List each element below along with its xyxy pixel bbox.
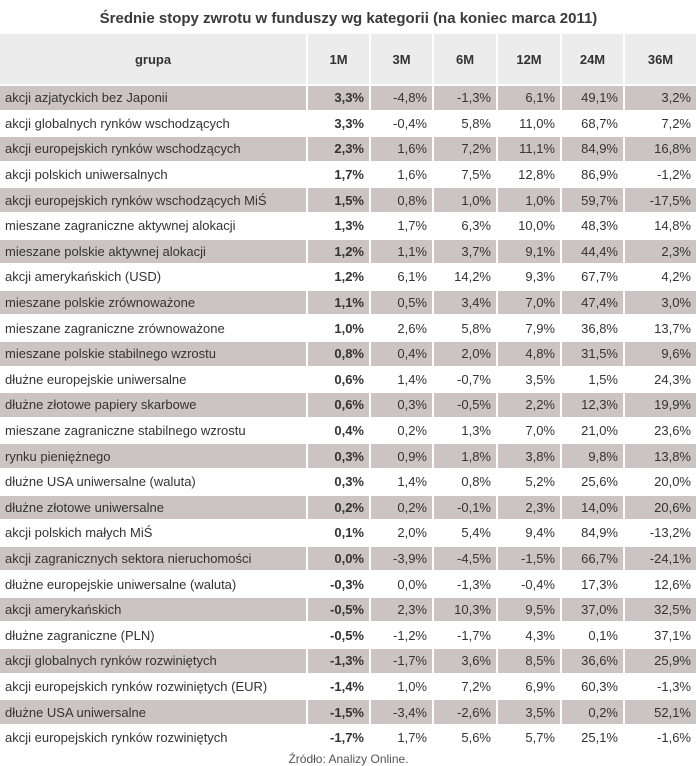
return-value-cell: 5,2% bbox=[497, 469, 561, 495]
return-value-cell: 2,0% bbox=[433, 341, 497, 367]
return-value-cell: 1,0% bbox=[433, 187, 497, 213]
return-value-cell: 6,3% bbox=[433, 213, 497, 239]
return-value-cell: -1,5% bbox=[497, 546, 561, 572]
return-value-cell: 1,8% bbox=[433, 443, 497, 469]
return-value-cell: 60,3% bbox=[561, 674, 624, 700]
return-value-cell: 1,0% bbox=[497, 187, 561, 213]
return-value-cell: 0,2% bbox=[370, 495, 433, 521]
return-value-cell: 6,9% bbox=[497, 674, 561, 700]
return-value-cell: 13,7% bbox=[624, 315, 697, 341]
return-value-cell: 9,4% bbox=[497, 520, 561, 546]
table-row bbox=[0, 239, 697, 265]
table-row bbox=[0, 136, 697, 162]
return-value-cell: 2,0% bbox=[370, 520, 433, 546]
source-note: Źródło: Analizy Online. bbox=[288, 752, 409, 766]
return-value-cell: 3,6% bbox=[433, 648, 497, 674]
category-name-cell: akcji globalnych rynków wschodzących bbox=[0, 111, 307, 137]
return-value-cell: 3,2% bbox=[624, 85, 697, 111]
category-name-cell: mieszane polskie stabilnego wzrostu bbox=[0, 341, 307, 367]
return-value-cell: 36,6% bbox=[561, 648, 624, 674]
return-value-cell: 20,0% bbox=[624, 469, 697, 495]
column-header: 12M bbox=[497, 34, 561, 85]
return-value-cell: 0,4% bbox=[307, 418, 370, 444]
table-row bbox=[0, 367, 697, 393]
return-value-cell: 1,4% bbox=[370, 469, 433, 495]
table-row bbox=[0, 392, 697, 418]
table-row bbox=[0, 187, 697, 213]
return-value-cell: 21,0% bbox=[561, 418, 624, 444]
return-value-cell: 14,2% bbox=[433, 264, 497, 290]
return-value-cell: 14,0% bbox=[561, 495, 624, 521]
return-value-cell: 16,8% bbox=[624, 136, 697, 162]
return-value-cell: -0,4% bbox=[497, 571, 561, 597]
category-name-cell: mieszane zagraniczne zrównoważone bbox=[0, 315, 307, 341]
return-value-cell: 9,8% bbox=[561, 443, 624, 469]
header-row bbox=[0, 34, 697, 85]
return-value-cell: 9,1% bbox=[497, 239, 561, 265]
return-value-cell: 7,2% bbox=[433, 136, 497, 162]
return-value-cell: 48,3% bbox=[561, 213, 624, 239]
return-value-cell: 44,4% bbox=[561, 239, 624, 265]
table-row bbox=[0, 85, 697, 111]
return-value-cell: 10,3% bbox=[433, 597, 497, 623]
return-value-cell: 1,7% bbox=[370, 725, 433, 751]
return-value-cell: 0,6% bbox=[307, 392, 370, 418]
return-value-cell: 0,0% bbox=[307, 546, 370, 572]
category-name-cell: akcji europejskich rynków wschodzących MiŚ bbox=[0, 187, 307, 213]
return-value-cell: 2,3% bbox=[497, 495, 561, 521]
return-value-cell: 0,8% bbox=[433, 469, 497, 495]
return-value-cell: -1,6% bbox=[624, 725, 697, 751]
return-value-cell: 17,3% bbox=[561, 571, 624, 597]
return-value-cell: 3,4% bbox=[433, 290, 497, 316]
return-value-cell: 3,3% bbox=[307, 85, 370, 111]
table-row bbox=[0, 648, 697, 674]
return-value-cell: 7,2% bbox=[624, 111, 697, 137]
return-value-cell: 0,2% bbox=[370, 418, 433, 444]
return-value-cell: 12,3% bbox=[561, 392, 624, 418]
return-value-cell: -2,6% bbox=[433, 699, 497, 725]
return-value-cell: 10,0% bbox=[497, 213, 561, 239]
return-value-cell: 4,2% bbox=[624, 264, 697, 290]
category-name-cell: mieszane polskie aktywnej alokacji bbox=[0, 239, 307, 265]
return-value-cell: 0,0% bbox=[370, 571, 433, 597]
return-value-cell: 7,0% bbox=[497, 290, 561, 316]
return-value-cell: 1,3% bbox=[433, 418, 497, 444]
return-value-cell: 1,7% bbox=[370, 213, 433, 239]
return-value-cell: 0,3% bbox=[307, 469, 370, 495]
return-value-cell: 3,5% bbox=[497, 699, 561, 725]
return-value-cell: 5,4% bbox=[433, 520, 497, 546]
return-value-cell: 3,8% bbox=[497, 443, 561, 469]
return-value-cell: 31,5% bbox=[561, 341, 624, 367]
return-value-cell: 7,9% bbox=[497, 315, 561, 341]
return-value-cell: 5,8% bbox=[433, 111, 497, 137]
return-value-cell: 11,0% bbox=[497, 111, 561, 137]
return-value-cell: 1,6% bbox=[370, 136, 433, 162]
return-value-cell: -1,3% bbox=[307, 648, 370, 674]
table-row bbox=[0, 597, 697, 623]
return-value-cell: 0,3% bbox=[307, 443, 370, 469]
return-value-cell: 5,7% bbox=[497, 725, 561, 751]
column-header: 36M bbox=[624, 34, 697, 85]
return-value-cell: 1,0% bbox=[307, 315, 370, 341]
category-name-cell: dłużne zagraniczne (PLN) bbox=[0, 622, 307, 648]
return-value-cell: 84,9% bbox=[561, 136, 624, 162]
table-row bbox=[0, 674, 697, 700]
return-value-cell: 3,7% bbox=[433, 239, 497, 265]
return-value-cell: 9,5% bbox=[497, 597, 561, 623]
table-row bbox=[0, 213, 697, 239]
return-value-cell: 3,3% bbox=[307, 111, 370, 137]
return-value-cell: 3,0% bbox=[624, 290, 697, 316]
return-value-cell: -0,5% bbox=[433, 392, 497, 418]
return-value-cell: -3,4% bbox=[370, 699, 433, 725]
return-value-cell: 1,0% bbox=[370, 674, 433, 700]
table-row bbox=[0, 341, 697, 367]
return-value-cell: 2,3% bbox=[624, 239, 697, 265]
table-row bbox=[0, 725, 697, 751]
table-row bbox=[0, 264, 697, 290]
return-value-cell: -1,2% bbox=[370, 622, 433, 648]
category-name-cell: akcji zagranicznych sektora nieruchomości bbox=[0, 546, 307, 572]
return-value-cell: 37,1% bbox=[624, 622, 697, 648]
return-value-cell: -3,9% bbox=[370, 546, 433, 572]
return-value-cell: 9,6% bbox=[624, 341, 697, 367]
column-header: 3M bbox=[370, 34, 433, 85]
return-value-cell: 2,6% bbox=[370, 315, 433, 341]
return-value-cell: -1,7% bbox=[433, 622, 497, 648]
category-name-cell: akcji globalnych rynków rozwiniętych bbox=[0, 648, 307, 674]
return-value-cell: -1,7% bbox=[370, 648, 433, 674]
return-value-cell: 25,1% bbox=[561, 725, 624, 751]
return-value-cell: 4,3% bbox=[497, 622, 561, 648]
return-value-cell: 1,5% bbox=[561, 367, 624, 393]
return-value-cell: 0,9% bbox=[370, 443, 433, 469]
return-value-cell: 0,5% bbox=[370, 290, 433, 316]
column-header: grupa bbox=[0, 34, 307, 85]
return-value-cell: 0,8% bbox=[370, 187, 433, 213]
return-value-cell: 1,4% bbox=[370, 367, 433, 393]
return-value-cell: -0,4% bbox=[370, 111, 433, 137]
return-value-cell: -1,7% bbox=[307, 725, 370, 751]
return-value-cell: 6,1% bbox=[370, 264, 433, 290]
return-value-cell: 0,8% bbox=[307, 341, 370, 367]
return-value-cell: 1,5% bbox=[307, 187, 370, 213]
return-value-cell: 7,5% bbox=[433, 162, 497, 188]
category-name-cell: dłużne europejskie uniwersalne bbox=[0, 367, 307, 393]
return-value-cell: 14,8% bbox=[624, 213, 697, 239]
table-row bbox=[0, 162, 697, 188]
return-value-cell: 1,1% bbox=[307, 290, 370, 316]
return-value-cell: -1,3% bbox=[433, 85, 497, 111]
table-row bbox=[0, 315, 697, 341]
table-row bbox=[0, 469, 697, 495]
return-value-cell: 0,4% bbox=[370, 341, 433, 367]
return-value-cell: -24,1% bbox=[624, 546, 697, 572]
return-value-cell: 47,4% bbox=[561, 290, 624, 316]
return-value-cell: -13,2% bbox=[624, 520, 697, 546]
return-value-cell: 5,6% bbox=[433, 725, 497, 751]
return-value-cell: 1,2% bbox=[307, 239, 370, 265]
return-value-cell: 23,6% bbox=[624, 418, 697, 444]
return-value-cell: -17,5% bbox=[624, 187, 697, 213]
return-value-cell: 0,2% bbox=[307, 495, 370, 521]
return-value-cell: 4,8% bbox=[497, 341, 561, 367]
return-value-cell: 49,1% bbox=[561, 85, 624, 111]
return-value-cell: -1,2% bbox=[624, 162, 697, 188]
return-value-cell: 0,6% bbox=[307, 367, 370, 393]
category-name-cell: dłużne złotowe uniwersalne bbox=[0, 495, 307, 521]
return-value-cell: 0,1% bbox=[561, 622, 624, 648]
return-value-cell: -4,8% bbox=[370, 85, 433, 111]
return-value-cell: 3,5% bbox=[497, 367, 561, 393]
table-row bbox=[0, 546, 697, 572]
table-title: Średnie stopy zwrotu w funduszy wg kategorii (na koniec marca 2011) bbox=[99, 10, 598, 27]
table-row bbox=[0, 520, 697, 546]
return-value-cell: 84,9% bbox=[561, 520, 624, 546]
return-value-cell: 52,1% bbox=[624, 699, 697, 725]
return-value-cell: 5,8% bbox=[433, 315, 497, 341]
returns-table bbox=[0, 34, 697, 751]
category-name-cell: mieszane zagraniczne aktywnej alokacji bbox=[0, 213, 307, 239]
return-value-cell: 1,2% bbox=[307, 264, 370, 290]
category-name-cell: mieszane polskie zrównoważone bbox=[0, 290, 307, 316]
column-header: 6M bbox=[433, 34, 497, 85]
return-value-cell: -1,4% bbox=[307, 674, 370, 700]
return-value-cell: -1,3% bbox=[624, 674, 697, 700]
category-name-cell: akcji amerykańskich (USD) bbox=[0, 264, 307, 290]
category-name-cell: dłużne USA uniwersalne bbox=[0, 699, 307, 725]
category-name-cell: akcji amerykańskich bbox=[0, 597, 307, 623]
return-value-cell: 6,1% bbox=[497, 85, 561, 111]
return-value-cell: 25,9% bbox=[624, 648, 697, 674]
return-value-cell: 66,7% bbox=[561, 546, 624, 572]
return-value-cell: 59,7% bbox=[561, 187, 624, 213]
return-value-cell: 1,6% bbox=[370, 162, 433, 188]
return-value-cell: -1,5% bbox=[307, 699, 370, 725]
category-name-cell: mieszane zagraniczne stabilnego wzrostu bbox=[0, 418, 307, 444]
return-value-cell: 2,2% bbox=[497, 392, 561, 418]
return-value-cell: 36,8% bbox=[561, 315, 624, 341]
return-value-cell: 68,7% bbox=[561, 111, 624, 137]
return-value-cell: 11,1% bbox=[497, 136, 561, 162]
column-header: 24M bbox=[561, 34, 624, 85]
return-value-cell: 32,5% bbox=[624, 597, 697, 623]
return-value-cell: 8,5% bbox=[497, 648, 561, 674]
return-value-cell: 12,8% bbox=[497, 162, 561, 188]
return-value-cell: 0,3% bbox=[370, 392, 433, 418]
return-value-cell: 1,3% bbox=[307, 213, 370, 239]
table-row bbox=[0, 622, 697, 648]
table-row bbox=[0, 443, 697, 469]
return-value-cell: 1,1% bbox=[370, 239, 433, 265]
return-value-cell: -4,5% bbox=[433, 546, 497, 572]
table-row bbox=[0, 495, 697, 521]
category-name-cell: akcji europejskich rynków rozwiniętych (EUR) bbox=[0, 674, 307, 700]
return-value-cell: 67,7% bbox=[561, 264, 624, 290]
category-name-cell: dłużne USA uniwersalne (waluta) bbox=[0, 469, 307, 495]
table-row bbox=[0, 699, 697, 725]
category-name-cell: dłużne złotowe papiery skarbowe bbox=[0, 392, 307, 418]
return-value-cell: 1,7% bbox=[307, 162, 370, 188]
return-value-cell: 37,0% bbox=[561, 597, 624, 623]
return-value-cell: -0,7% bbox=[433, 367, 497, 393]
category-name-cell: akcji polskich małych MiŚ bbox=[0, 520, 307, 546]
return-value-cell: 86,9% bbox=[561, 162, 624, 188]
return-value-cell: 9,3% bbox=[497, 264, 561, 290]
return-value-cell: 2,3% bbox=[307, 136, 370, 162]
category-name-cell: akcji europejskich rynków wschodzących bbox=[0, 136, 307, 162]
return-value-cell: -1,3% bbox=[433, 571, 497, 597]
return-value-cell: -0,1% bbox=[433, 495, 497, 521]
return-value-cell: 25,6% bbox=[561, 469, 624, 495]
category-name-cell: rynku pieniężnego bbox=[0, 443, 307, 469]
return-value-cell: 0,2% bbox=[561, 699, 624, 725]
return-value-cell: 0,1% bbox=[307, 520, 370, 546]
table-row bbox=[0, 418, 697, 444]
table-body bbox=[0, 85, 697, 750]
return-value-cell: 24,3% bbox=[624, 367, 697, 393]
return-value-cell: -0,5% bbox=[307, 597, 370, 623]
table-row bbox=[0, 111, 697, 137]
column-header: 1M bbox=[307, 34, 370, 85]
return-value-cell: 7,0% bbox=[497, 418, 561, 444]
category-name-cell: akcji europejskich rynków rozwiniętych bbox=[0, 725, 307, 751]
return-value-cell: 19,9% bbox=[624, 392, 697, 418]
return-value-cell: -0,5% bbox=[307, 622, 370, 648]
return-value-cell: 13,8% bbox=[624, 443, 697, 469]
return-value-cell: -0,3% bbox=[307, 571, 370, 597]
return-value-cell: 2,3% bbox=[370, 597, 433, 623]
return-value-cell: 12,6% bbox=[624, 571, 697, 597]
return-value-cell: 7,2% bbox=[433, 674, 497, 700]
category-name-cell: dłużne europejskie uniwersalne (waluta) bbox=[0, 571, 307, 597]
return-value-cell: 20,6% bbox=[624, 495, 697, 521]
category-name-cell: akcji azjatyckich bez Japonii bbox=[0, 85, 307, 111]
table-row bbox=[0, 290, 697, 316]
table-row bbox=[0, 571, 697, 597]
category-name-cell: akcji polskich uniwersalnych bbox=[0, 162, 307, 188]
